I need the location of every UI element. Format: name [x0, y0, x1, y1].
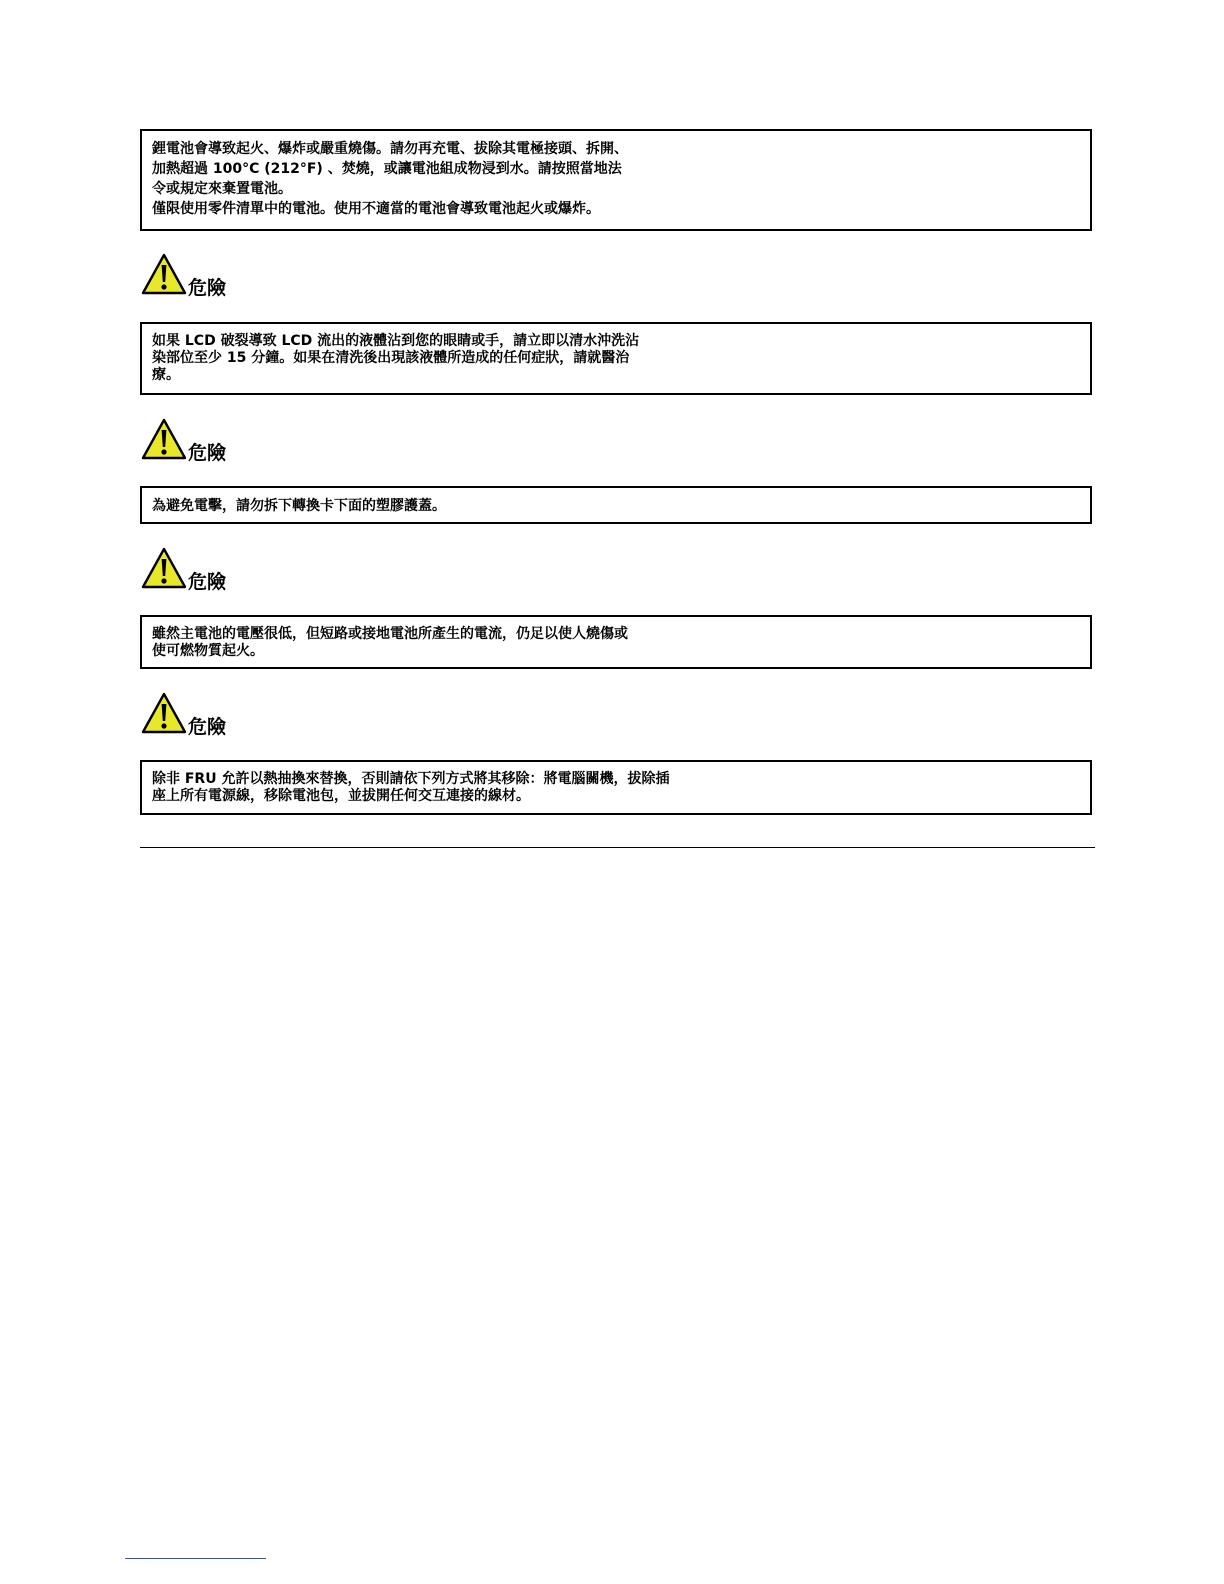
warning-triangle-icon	[141, 692, 187, 734]
notice-box-main-battery	[140, 615, 1092, 669]
notice-text-line: 鋰電池會導致起火、爆炸或嚴重燒傷。請勿再充電、拔除其電極接頭、拆開、	[152, 141, 628, 157]
danger-label: 危險	[188, 277, 227, 299]
notice-text-line: 使可燃物質起火。	[152, 643, 264, 659]
notice-box-fru-removal	[140, 760, 1092, 815]
warning-triangle-icon	[141, 418, 187, 460]
danger-heading	[141, 692, 341, 738]
notice-text-line: 座上所有電源線，移除電池包，並拔開任何交互連接的線材。	[152, 788, 530, 804]
warning-triangle-icon	[141, 547, 187, 589]
notice-text-line: 加熱超過 100°C (212°F) 、焚燒，或讓電池組成物浸到水。請按照當地法	[152, 161, 622, 177]
danger-heading	[141, 253, 341, 299]
section-divider	[140, 847, 1095, 848]
notice-text-line: 除非 FRU 允許以熱抽換來替換，否則請依下列方式將其移除：將電腦關機，拔除插	[152, 771, 670, 787]
footnote-divider	[125, 1558, 266, 1559]
danger-heading	[141, 547, 341, 593]
notice-text-line: 令或規定來棄置電池。	[152, 181, 292, 197]
notice-text-line: 療。	[152, 367, 180, 383]
danger-label: 危險	[188, 571, 227, 593]
notice-box-electric-shock	[140, 486, 1092, 524]
danger-heading	[141, 418, 341, 464]
danger-label: 危險	[188, 442, 227, 464]
danger-label: 危險	[188, 716, 227, 738]
notice-text-line: 染部位至少 15 分鐘。如果在清洗後出現該液體所造成的任何症狀，請就醫治	[152, 350, 630, 366]
notice-text-line: 雖然主電池的電壓很低，但短路或接地電池所產生的電流，仍足以使人燒傷或	[152, 626, 628, 642]
notice-box-lcd-liquid	[140, 322, 1092, 395]
warning-triangle-icon	[141, 253, 187, 295]
notice-box-lithium-battery	[140, 129, 1092, 231]
notice-text-line: 如果 LCD 破裂導致 LCD 流出的液體沾到您的眼睛或手，請立即以清水沖洗沾	[152, 333, 640, 349]
notice-text-line: 為避免電擊，請勿拆下轉換卡下面的塑膠護蓋。	[152, 498, 446, 514]
notice-text-line: 僅限使用零件清單中的電池。使用不適當的電池會導致電池起火或爆炸。	[152, 201, 600, 217]
